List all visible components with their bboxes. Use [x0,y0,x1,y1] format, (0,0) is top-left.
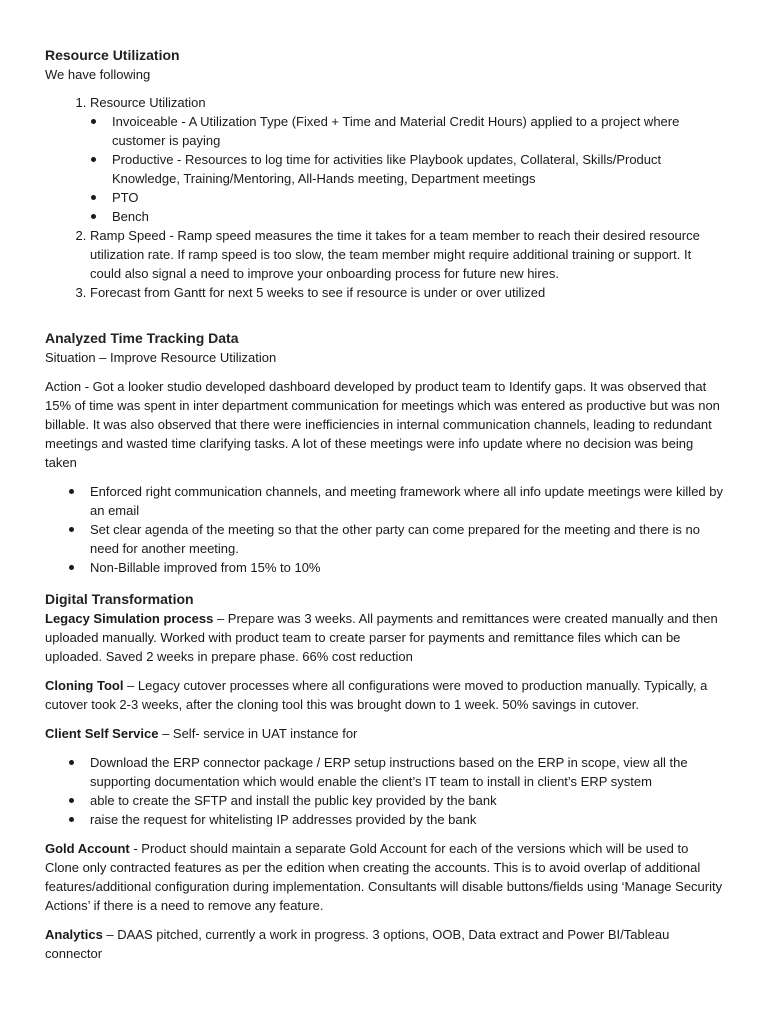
list-item: Enforced right communication channels, and meeting framework where all info update meetings were killed by an email [90,484,723,518]
situation-text: Situation – Improve Resource Utilization [45,350,277,365]
legacy-paragraph: Legacy Simulation process – Prepare was 3 weeks. All payments and remittances were created manually and then uploaded manually. Worked with product team to create parser for payments and remittance files which can be uploaded. Saved 2 weeks in prepare phase. 66% cost reduction [45,611,718,664]
client-bullet-list [45,753,723,829]
list-item: 2. Ramp Speed - Ramp speed measures the time it takes for a team member to reach their desired resource utilization rate. If ramp speed is too slow, the team member might require additional training or support. It could also signal a need to improve your onboarding process for future new hires. [90,226,723,283]
client-paragraph: Client Self Service – Self- service in UAT instance for [45,726,358,741]
gold-paragraph: Gold Account - Product should maintain a separate Gold Account for each of the versions which will be used to Clone only contracted features as per the edition when creating the accounts. This is to avoid overlap of additional features/additional configuration during implementation. Consultants will disable buttons/fields using ‘Manage Security Actions’ if there is a need to remove any feature. [45,841,723,913]
action-text: Action - Got a looker studio developed dashboard developed by product team to Identify gaps. It was observed that 15% of time was spent in inter department communication for meetings which was entered as productive but was non billable. It was also observed that there were inefficiencies in internal communication channels, leading to redundant meetings and wasted time clarifying tasks. A lot of these meetings were info update where no decision was being taken [45,379,720,470]
cloning-label: Cloning Tool [45,678,124,693]
cloning-paragraph: Cloning Tool – Legacy cutover processes where all configurations were moved to production manually. Typically, a cutover took 2-3 weeks, after the cloning tool this was brought down to 1 week. 50% savings in cutover. [45,678,708,712]
client-label: Client Self Service [45,726,159,741]
gold-label: Gold Account [45,841,130,856]
list-item: Invoiceable - A Utilization Type (Fixed + Time and Material Credit Hours) applied to a project where customer is paying [112,112,723,150]
list-item: able to create the SFTP and install the public key provided by the bank [90,791,723,810]
list-item: Download the ERP connector package / ERP setup instructions based on the ERP in scope, view all the supporting documentation which would enable the client’s IT team to install in client’s ERP system [90,753,723,791]
resource-intro: We have following [45,67,151,82]
section-title-resource-utilization: Resource Utilization [45,47,180,63]
list-item: Productive - Resources to log time for activities like Playbook updates, Collateral, Skills/Product Knowledge, Training/Mentoring, All-Hands meeting, Department meetings [112,150,723,188]
section-title-analyzed-time-tracking: Analyzed Time Tracking Data [45,330,239,346]
section-title-digital-transformation: Digital Transformation [45,591,194,607]
list-item: Set clear agenda of the meeting so that the other party can come prepared for the meeting and there is no need for another meeting. [90,520,723,558]
list-item: Bench [112,207,723,226]
list-item: 3. Forecast from Gantt for next 5 weeks to see if resource is under or over utilized [90,283,723,302]
list-item: PTO [112,188,723,207]
legacy-label: Legacy Simulation process [45,611,214,626]
list-item: 1. Resource Utilization Invoiceable - A Utilization Type (Fixed + Time and Material Credit Hours) applied to a project where customer is paying Productive - Resources to log time for activities like Playbook updates, Collateral, Skills/Product Knowledge, Training/Mentoring, All-Hands meeting, Department meetings PTO Bench [90,93,723,226]
resource-sub-list [90,112,723,226]
analytics-label: Analytics [45,927,103,942]
analyzed-bullet-list [45,482,723,577]
list-item: raise the request for whitelisting IP addresses provided by the bank [90,810,723,829]
analytics-paragraph: Analytics – DAAS pitched, currently a work in progress. 3 options, OOB, Data extract and Power BI/Tableau connector [45,927,670,961]
resource-list [45,93,723,302]
list-item: Non-Billable improved from 15% to 10% [90,558,723,577]
